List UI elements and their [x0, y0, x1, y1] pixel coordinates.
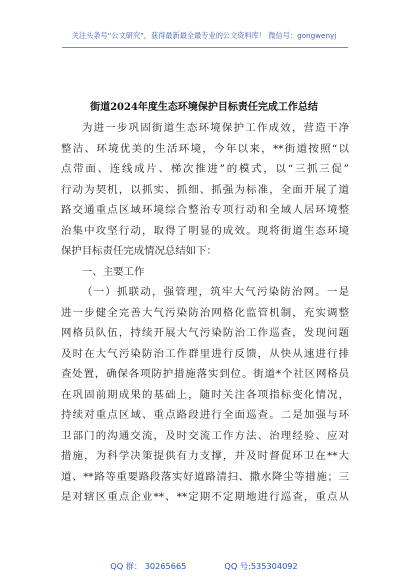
paragraph-line: 整洁、环境优美的生活环境，今年以来，**街道按照“以: [61, 142, 349, 155]
paragraph-line: 行动为契机，以抓实、抓细、抓强为标准，全面开展了道: [61, 183, 349, 196]
paragraph-line: 治集中攻坚行动，取得了明显的成效。现将街道生态环境: [61, 224, 349, 237]
paragraph-line: 为进一步巩固街道生态环境保护工作成效，营造干净: [82, 122, 349, 134]
paragraph-line: 是对辖区重点企业**、**定期不定期地进行巡查，重点从: [61, 491, 349, 503]
paragraph-line: 进一步健全完善大气污染防治网格化监管机制，充实调整: [61, 306, 349, 319]
document-title: 街道2024年度生态环境保护目标责任完成工作总结: [90, 102, 318, 113]
paragraph-line: 保护目标责任完成情况总结如下：: [61, 245, 217, 257]
document-body: [61, 118, 349, 508]
paragraph-line: 道、**路等重要路段落实好道路清扫、撒水降尘等措施；三: [61, 470, 349, 483]
header-banner: 关注头条号“公文研究”，获得最新最全最专业的公文资料库！ 微信号：gongwenyj: [71, 31, 337, 40]
paragraph-line: （一）抓联动，强管理，筑牢大气污染防治网。一是: [82, 286, 349, 298]
paragraph-line: 查处置，确保各项防护措施落实到位。街道*个社区网格员: [61, 368, 349, 380]
section-heading: 一、主要工作: [82, 265, 145, 278]
footer: [0, 561, 408, 572]
paragraph-line: 点带面、连线成片、梯次推进”的模式，以“三抓三促”: [61, 163, 349, 175]
paragraph-line: 网格员队伍，持续开展大气污染防治工作巡查，发现问题: [61, 327, 349, 339]
paragraph-line: 路交通重点区域环境综合整治专项行动和全域人居环境整: [61, 204, 349, 216]
paragraph-line: 持续对重点区域、重点路段进行全面巡查。二是加强与环: [61, 409, 349, 421]
footer-qq-group: QQ 群： 30265665: [110, 561, 187, 571]
paragraph-line: 卫部门的沟通交流，及时交流工作方法、治理经验、应对: [61, 429, 349, 442]
paragraph-line: 在巩固前期成果的基础上，随时关注各项指标变化情况，: [61, 388, 349, 401]
paragraph-line: 措施，为科学决策提供有力支撑，并及时督促环卫在**大: [61, 450, 349, 462]
paragraph-line: 及时在大气污染防治工作群里进行反馈，从快从速进行排: [61, 347, 349, 360]
header-divider: [62, 47, 348, 48]
footer-qq-number: QQ 号:535304092: [224, 561, 298, 571]
